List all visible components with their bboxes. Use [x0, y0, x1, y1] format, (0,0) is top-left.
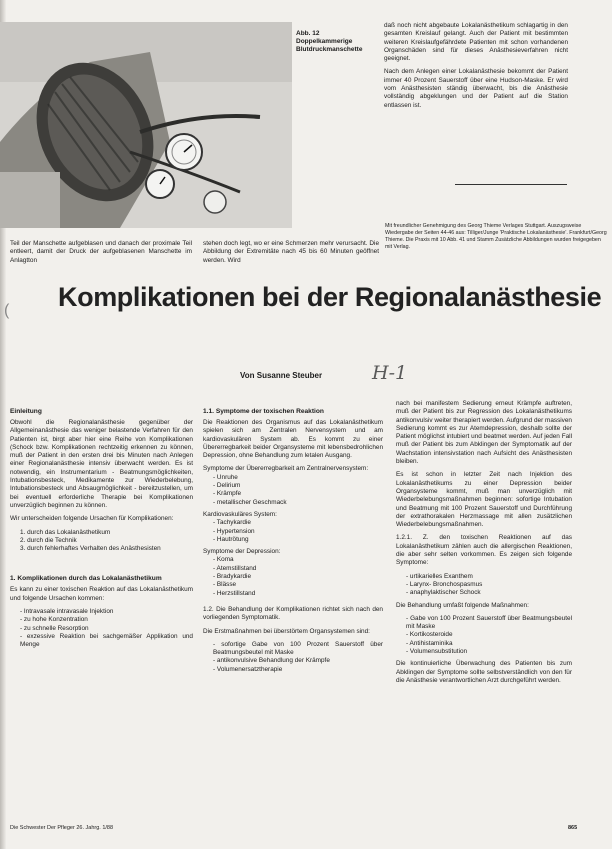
footer-publication: Die Schwester Der Pfleger 26. Jahrg. 1/88 — [10, 825, 114, 831]
figure-caption — [296, 30, 378, 54]
list-item: - metallischer Geschmack — [213, 498, 287, 506]
paragraph: Die Behandlung umfaßt folgende Maßnahmen: — [396, 601, 529, 609]
continued-text-middle: stehen doch legt, wo er eine Schmerzen mehr verursacht. Die Abbildung der Extremitäte nach 45 bis 60 Minuten geöffnet werden. Wird — [203, 240, 379, 264]
section-heading: 1. Komplikationen durch das Lokalanästhetikum — [10, 575, 162, 583]
paragraph: Nach dem Anlegen einer Lokalanästhesie bekommt der Patient immer 40 Prozent Sauerstoff über eine Hudson-Maske. Er wird vom Anästhesisten ständig überwacht, bis die Anästhesie vollständig abgeklungen und der Patient auf die Station entlassen ist. — [384, 68, 568, 109]
list-item: - Intravasale intravasale Injektion — [20, 608, 114, 616]
credit-note: Mit freundlicher Genehmigung des Georg Thieme Verlages Stuttgart. Auszugsweise Wiedergabe der Seiten 44-46 aus: Tilliger/Junge 'Praktische Lokalanästhesie'. Frankfurt/Georg Thieme. Die Praxis mit 10 Abb. 41 und Stamm Zusätzliche Abbildungen wurden freigegeben mit Verlag. — [385, 223, 607, 250]
list-item: - Antihistaminika — [406, 639, 453, 647]
list-item: - Herzstillstand — [213, 589, 256, 597]
photo-blood-pressure-cuff — [0, 22, 292, 228]
paragraph: daß noch nicht abgebaute Lokalanästhetikum schlagartig in den gesamten Kreislauf gelangt. Auch der Patient mit bestimmten weiteren Kreislaufgefährdete Patienten mit schon vorhandenen Organschäden sind für dieses Anästhesieverfahren nicht geeignet. — [384, 22, 568, 63]
subheading: Symptome der Depression: — [203, 548, 281, 556]
paragraph: Obwohl die Regionalanästhesie gegenüber der Allgemeinanästhesie das weniger belastende Verfahren für den Patienten ist, birgt aber hier eine Reihe von Komplikationen (Schock bzw. Komplikationen rechtzeitig erkennen zu können, muß der Patient in den ersten drei bis Minuten nach Anlegen einer Regionalanästhesie intensiv überwacht werden. Es ist notwendig, ein Instrumentarium - Beatmungsmöglichkeiten, Intubationsbesteck, Medikamente zur Wiederbelebung, Intubationsbesteck und Absaugmöglichkeit - bereitzustellen, um bei eventuell erforderliche Therapie bei Komplikationen unverzüglich beginnen zu können. — [10, 419, 193, 509]
list-item: - Kortikosteroide — [406, 631, 453, 639]
list-item: - antikonvulsive Behandlung der Krämpfe — [213, 657, 330, 665]
cuff-photo-illustration — [0, 22, 292, 228]
handwritten-note: H-1 — [372, 362, 408, 384]
continued-text-left: Teil der Manschette aufgeblasen und danach der proximale Teil entleert, damit der Druck der aufgeblasenen Manschette im Anlagtton — [10, 240, 192, 264]
cause-list — [10, 529, 193, 554]
subheading: Kardiovaskuläres System: — [203, 510, 277, 518]
subheading: Symptome der Übererregbarkeit am Zentralnervensystem: — [203, 465, 369, 473]
paragraph: Wir unterscheiden folgende Ursachen für Komplikationen: — [10, 515, 174, 523]
list-item: - anaphylaktischer Schock — [406, 589, 481, 597]
divider-rule — [455, 184, 567, 185]
paragraph: Die Erstmaßnahmen bei überstörtem Organsystemen sind: — [203, 627, 370, 635]
list-item: - Koma — [213, 556, 234, 564]
article-column-1 — [10, 400, 193, 654]
paragraph: Es ist schon in letzter Zeit nach Injektion des Lokalanästhetikums zu einer Depression beider Organsysteme kommt, muß man unverzüglich mit Wiederbelebungsmaßnahmen beginnen: sofortige Intubation und Beatmung mit 100 Prozent Sauerstoff und Durchführung der extrathorakalen Herzmassage mit allen zusätzlichen Wiederbelebungsmaßnahmen. — [396, 471, 572, 529]
symptom-list-cardio — [203, 519, 383, 544]
list-item: - Hautrötung — [213, 535, 249, 543]
list-item: - Tachykardie — [213, 519, 251, 527]
list-item: - Blässe — [213, 581, 237, 589]
paragraph: nach bei manifestem Sedierung erneut Krämpfe auftreten, muß der Patient bis zur Regression des Lokalanästhetikums antikonvulsiv weiter therapiert werden. Aufgrund der massiven Sedierung kommt es zur Atemdepression, deshalb sollte der Patient möglichst intubiert und beatmet werden. Auf jeden Fall muß der Patient bis zum Abklingen der Symptomatik auf der Wachstation intensivstation nach Aufsicht des Anästhesisten bleiben. — [396, 400, 572, 466]
top-right-column — [384, 22, 568, 115]
list-item: - sofortige Gabe von 100 Prozent Sauerstoff über Beatmungsbeutel mit Maske — [213, 640, 383, 657]
list-item: - Larynx- Bronchospasmus — [406, 580, 483, 588]
article-title: Komplikationen bei der Regionalanästhesie — [58, 282, 602, 312]
list-item: - Bradykardie — [213, 573, 252, 581]
list-item: 2. durch die Technik — [20, 536, 77, 544]
list-item: - Hypertension — [213, 527, 255, 535]
margin-mark: ( — [4, 302, 10, 319]
symptom-list-depression — [203, 556, 383, 597]
symptom-list-zns — [203, 474, 383, 507]
allergy-symptom-list — [396, 573, 572, 598]
list-item: - Volumensubstitution — [406, 648, 468, 656]
article-author: Von Susanne Steuber — [240, 371, 323, 380]
section-heading: 1.1. Symptome der toxischen Reaktion — [203, 408, 324, 415]
section-heading: Einleitung — [10, 408, 42, 415]
list-item: - exzessive Reaktion bei sachgemäßer Applikation und Menge — [20, 632, 193, 649]
caption-line: Doppelkammerige — [296, 38, 353, 45]
article-column-3 — [396, 400, 572, 690]
list-item: - urtikarielles Exanthem — [406, 572, 473, 580]
treatment-list — [396, 615, 572, 656]
paragraph: 1.2. Die Behandlung der Komplikationen richtet sich nach den vorliegenden Symptomatik. — [203, 605, 383, 622]
list-item: 1. durch das Lokalanästhetikum — [20, 528, 111, 536]
paragraph: Es kann zu einer toxischen Reaktion auf das Lokalanästhetikum und folgende Ursachen kommen: — [10, 586, 193, 602]
caption-line: Blutdruckmanschette — [296, 46, 363, 53]
page-number: 865 — [568, 825, 578, 831]
list-item: - Atemstillstand — [213, 564, 257, 572]
caption-title: Abb. 12 — [296, 30, 320, 37]
list-item: - Delirium — [213, 482, 241, 490]
list-item: 3. durch fehlerhaftes Verhalten des Anästhesisten — [20, 545, 161, 553]
paragraph: Die kontinuierliche Überwachung des Patienten bis zum Abklingen der Symptome sollte selbstverständlich von den für die Anästhesie verantwortlichen Arzt durchgeführt werden. — [396, 660, 572, 684]
list-item: - Volumenersatztherapie — [213, 665, 283, 673]
article-column-2 — [203, 400, 383, 678]
list-item: - Gabe von 100 Prozent Sauerstoff über Beatmungsbeutel mit Maske — [406, 614, 572, 631]
measure-list — [203, 641, 383, 674]
paragraph: 1.2.1. Z. den toxischen Reaktionen auf das Lokalanästhetikum zählen auch die allergischen Reaktionen, die aber sehr selten vorkommen. Es zeigen sich folgende Symptome: — [396, 534, 572, 567]
list-item: - Krämpfe — [213, 490, 242, 498]
list-item: - zu hohe Konzentration — [20, 616, 88, 624]
list-item: - zu schnelle Resorption — [20, 624, 89, 632]
paragraph: Die Reaktionen des Organismus auf das Lokalanästhetikum spielen sich am Zentralen Nervensystem und am kardiovaskulären System ab. Es kommt zu einer Übererregbarkeit beider Organsysteme mit lebensbedrohlichen Depression, ohne Behandlung zum letalen Ausgang. — [203, 419, 383, 460]
list-item: - Unruhe — [213, 473, 238, 481]
reason-list — [10, 608, 193, 649]
